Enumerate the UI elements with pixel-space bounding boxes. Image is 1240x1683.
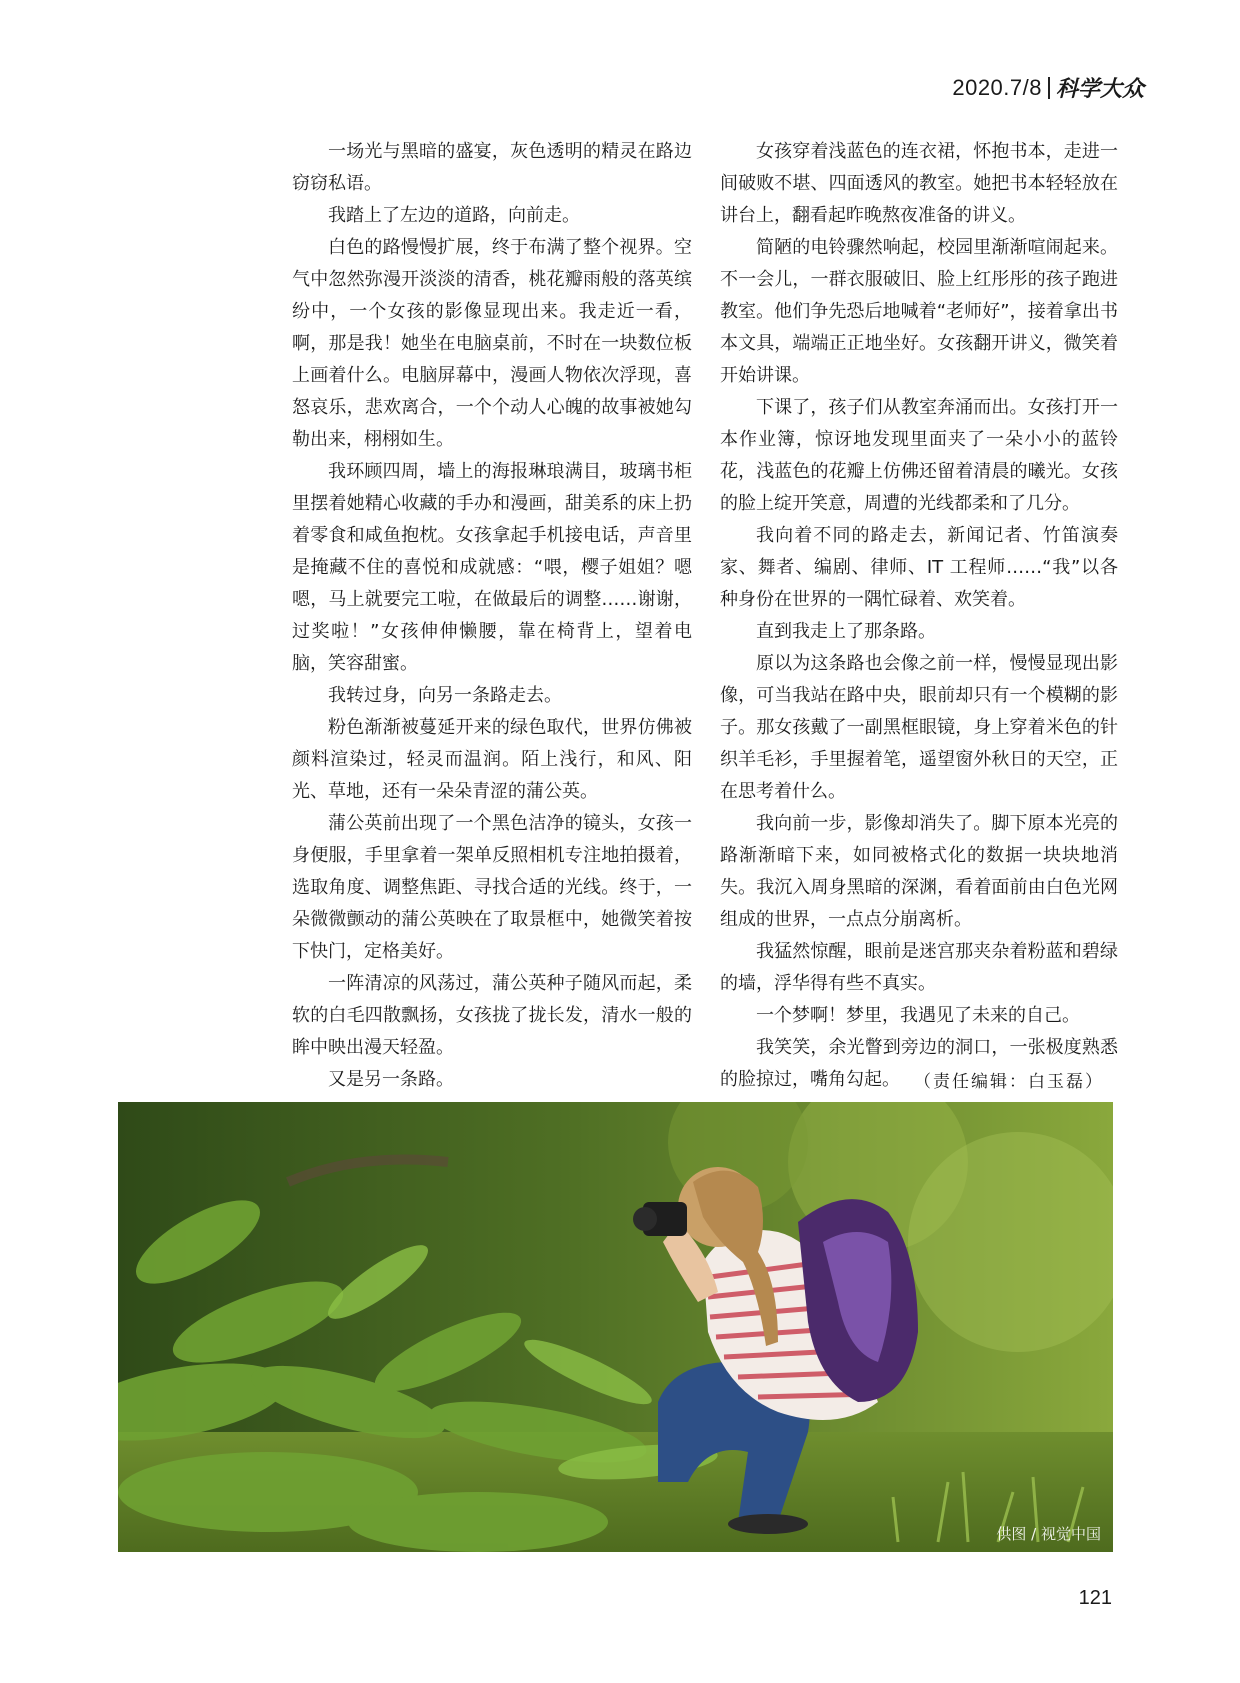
paragraph: 我猛然惊醒，眼前是迷宫那夹杂着粉蓝和碧绿的墙，浮华得有些不真实。 [720,941,1118,994]
paragraph: 我环顾四周，墙上的海报琳琅满目，玻璃书柜里摆着她精心收藏的手办和漫画，甜美系的床上扔着零食和咸鱼抱枕。女孩拿起手机接电话，声音里是掩藏不住的喜悦和成就感：“喂，樱子姐姐？嗯嗯，马上就要完工啦，在做最后的调整……谢谢，过奖啦！”女孩伸伸懒腰，靠在椅背上，望着电脑，笑容甜蜜。 [292,461,692,674]
paragraph: 我向前一步，影像却消失了。脚下原本光亮的路渐渐暗下来，如同被格式化的数据一块块地消失。我沉入周身黑暗的深渊，看着面前由白色光网组成的世界，一点点分崩离析。 [720,813,1118,930]
paragraph: 我笑笑，余光瞥到旁边的洞口，一张极度熟悉的脸掠过，嘴角勾起。 [720,1037,1118,1090]
paragraph: 白色的路慢慢扩展，终于布满了整个视界。空气中忽然弥漫开淡淡的清香，桃花瓣雨般的落英缤纷中，一个女孩的影像显现出来。我走近一看，啊，那是我！她坐在电脑桌前，不时在一块数位板上画着什么。电脑屏幕中，漫画人物依次浮现，喜怒哀乐，悲欢离合，一个个动人心魄的故事被她勾勒出来，栩栩如生。 [292,237,692,450]
page-number: 121 [1078,1587,1112,1609]
paragraph: 蒲公英前出现了一个黑色洁净的镜头，女孩一身便服，手里拿着一架单反照相机专注地拍摄着，选取角度、调整焦距、寻找合适的光线。终于，一朵微微颤动的蒲公英映在了取景框中，她微笑着按下快门，定格美好。 [292,813,692,962]
paragraph: 女孩穿着浅蓝色的连衣裙，怀抱书本，走进一间破败不堪、四面透风的教室。她把书本轻轻放在讲台上，翻看起昨晚熬夜准备的讲义。 [720,141,1118,226]
paragraph: 我踏上了左边的道路，向前走。 [328,205,580,226]
paragraph: 一阵清凉的风荡过，蒲公英种子随风而起，柔软的白毛四散飘扬，女孩拢了拢长发，清水一般的眸中映出漫天轻盈。 [292,973,692,1058]
paragraph: 原以为这条路也会像之前一样，慢慢显现出影像，可当我站在路中央，眼前却只有一个模糊的影子。那女孩戴了一副黑框眼镜，身上穿着米色的针织羊毛衫，手里握着笔，遥望窗外秋日的天空，正在思考着什么。 [720,653,1118,802]
paragraph: 直到我走上了那条路。 [756,621,936,642]
paragraph: 粉色渐渐被蔓延开来的绿色取代，世界仿佛被颜料渲染过，轻灵而温润。陌上浅行，和风、阳光、草地，还有一朵朵青涩的蒲公英。 [292,717,692,802]
paragraph: 一个梦啊！梦里，我遇见了未来的自己。 [756,1005,1080,1026]
left-text-column [292,136,692,1096]
editor-note: （责任编辑：白玉磊） [914,1072,1104,1092]
right-text-column [720,136,1118,1096]
photo-credit: 供图 / 视觉中国 [996,1525,1101,1543]
paragraph: 我向着不同的路走去，新闻记者、竹笛演奏家、舞者、编剧、律师、IT 工程师……“我”以各种身份在世界的一隅忙碌着、欢笑着。 [720,525,1118,610]
header-divider [1048,77,1050,99]
paragraph: 简陋的电铃骤然响起，校园里渐渐喧闹起来。不一会儿，一群衣服破旧、脸上红彤彤的孩子跑进教室。他们争先恐后地喊着“老师好”，接着拿出书本文具，端端正正地坐好。女孩翻开讲义，微笑着开始讲课。 [720,237,1118,386]
magazine-logo: 科学大众 [1055,76,1144,102]
paragraph: 我转过身，向另一条路走去。 [328,685,562,706]
paragraph: 又是另一条路。 [328,1069,454,1090]
paragraph: 一场光与黑暗的盛宴，灰色透明的精灵在路边窃窃私语。 [292,141,692,194]
photo-illustration [118,1102,1113,1552]
article-photo [118,1102,1113,1552]
issue-date: 2020.7/8 [952,74,1042,100]
paragraph: 下课了，孩子们从教室奔涌而出。女孩打开一本作业簿，惊讶地发现里面夹了一朵小小的蓝铃花，浅蓝色的花瓣上仿佛还留着清晨的曦光。女孩的脸上绽开笑意，周遭的光线都柔和了几分。 [720,397,1118,514]
page-header [952,72,1144,103]
